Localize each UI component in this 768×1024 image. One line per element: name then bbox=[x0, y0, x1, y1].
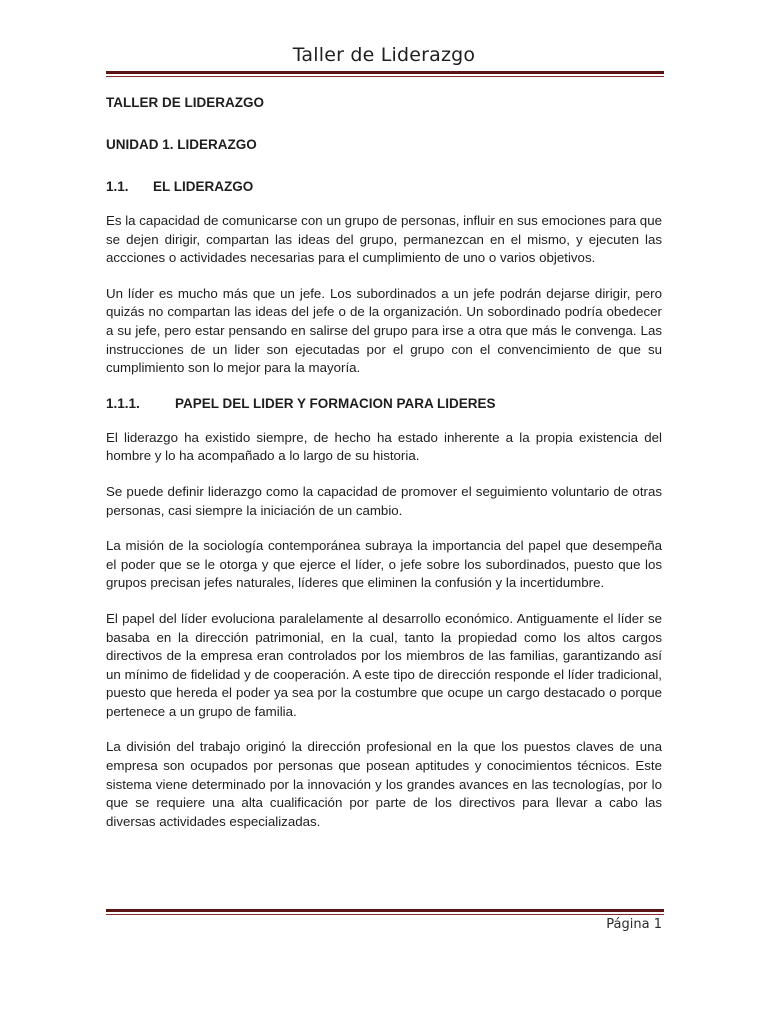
paragraph-leader-vs-boss: Un líder es mucho más que un jefe. Los subordinados a un jefe podrán dejarse dirigir, pero quizás no compartan las ideas del jefe o de la organización. Un sobordinado podría obedecer a su jefe, pero estar pensando en salirse del grupo para irse a otra que más le convenga. Las instrucciones de un lider son ejecutadas por el grupo con el convencimiento de que su cumplimiento son lo mejor para la mayoría. bbox=[106, 285, 662, 376]
unit-title: UNIDAD 1. LIDERAZGO bbox=[106, 137, 257, 152]
subsection-heading bbox=[106, 395, 662, 413]
document-title: TALLER DE LIDERAZGO bbox=[106, 95, 264, 110]
header-divider-thin-line bbox=[106, 76, 664, 77]
paragraph-definition-leadership: Se puede definir liderazgo como la capacidad de promover el seguimiento voluntario de otras personas, casi siempre la iniciación de un cambio. bbox=[106, 483, 662, 518]
subsection-title: PAPEL DEL LIDER Y FORMACION PARA LIDERES bbox=[175, 395, 496, 411]
section-heading bbox=[106, 178, 662, 196]
page-number: Página 1 bbox=[606, 917, 662, 932]
section-title: EL LIDERAZGO bbox=[153, 179, 254, 194]
subsection-number: 1.1.1. bbox=[106, 395, 140, 411]
paragraph-evolution: El papel del líder evoluciona paralelamente al desarrollo económico. Antiguamente el líder se basaba en la dirección patrimonial, en la cual, tanto la propiedad como los altos cargos directivos de la empresa eran controlados por los miembros de las familias, garantizando así un mínimo de fidelidad y de cooperación. A este tipo de dirección responde el líder tradicional, puesto que hereda el poder ya sea por la costumbre que ocupe un cargo destacado o porque pertenece a un grupo de familia. bbox=[106, 610, 662, 719]
footer-divider-thin-line bbox=[106, 914, 664, 915]
document-body bbox=[106, 94, 662, 848]
paragraph-division-of-labor: La división del trabajo originó la dirección profesional en la que los puestos claves de una empresa son ocupados por personas que posean aptitudes y conocimientos técnicos. Este sistema viene determinado por la innovación y los grandes avances en las tecnologías, por lo que se requiere una alta cualificación por parte de los directivos para llevar a cabo las diversas actividades especializadas. bbox=[106, 739, 662, 829]
paragraph-definition: Es la capacidad de comunicarse con un grupo de personas, influir en sus emociones para que se dejen dirigir, compartan las ideas del grupo, permanezcan en el mismo, y ejecuten las accciones o actividades necesarias para el cumplimiento de uno o varios objetivos. bbox=[106, 213, 662, 266]
footer-divider bbox=[106, 909, 664, 915]
running-header-title: Taller de Liderazgo bbox=[292, 44, 476, 66]
paragraph-history: El liderazgo ha existido siempre, de hecho ha estado inherente a la propia existencia del hombre y lo ha acompañado a lo largo de su historia. bbox=[106, 429, 662, 464]
section-number: 1.1. bbox=[106, 179, 129, 194]
paragraph-sociology: La misión de la sociología contemporánea subraya la importancia del papel que desempeña el poder que se le otorga y que ejerce el líder, o jefe sobre los subordinados, puesto que los grupos precisan jefes naturales, líderes que eliminen la confusión y la incertidumbre. bbox=[106, 538, 662, 591]
header-divider bbox=[106, 71, 664, 77]
